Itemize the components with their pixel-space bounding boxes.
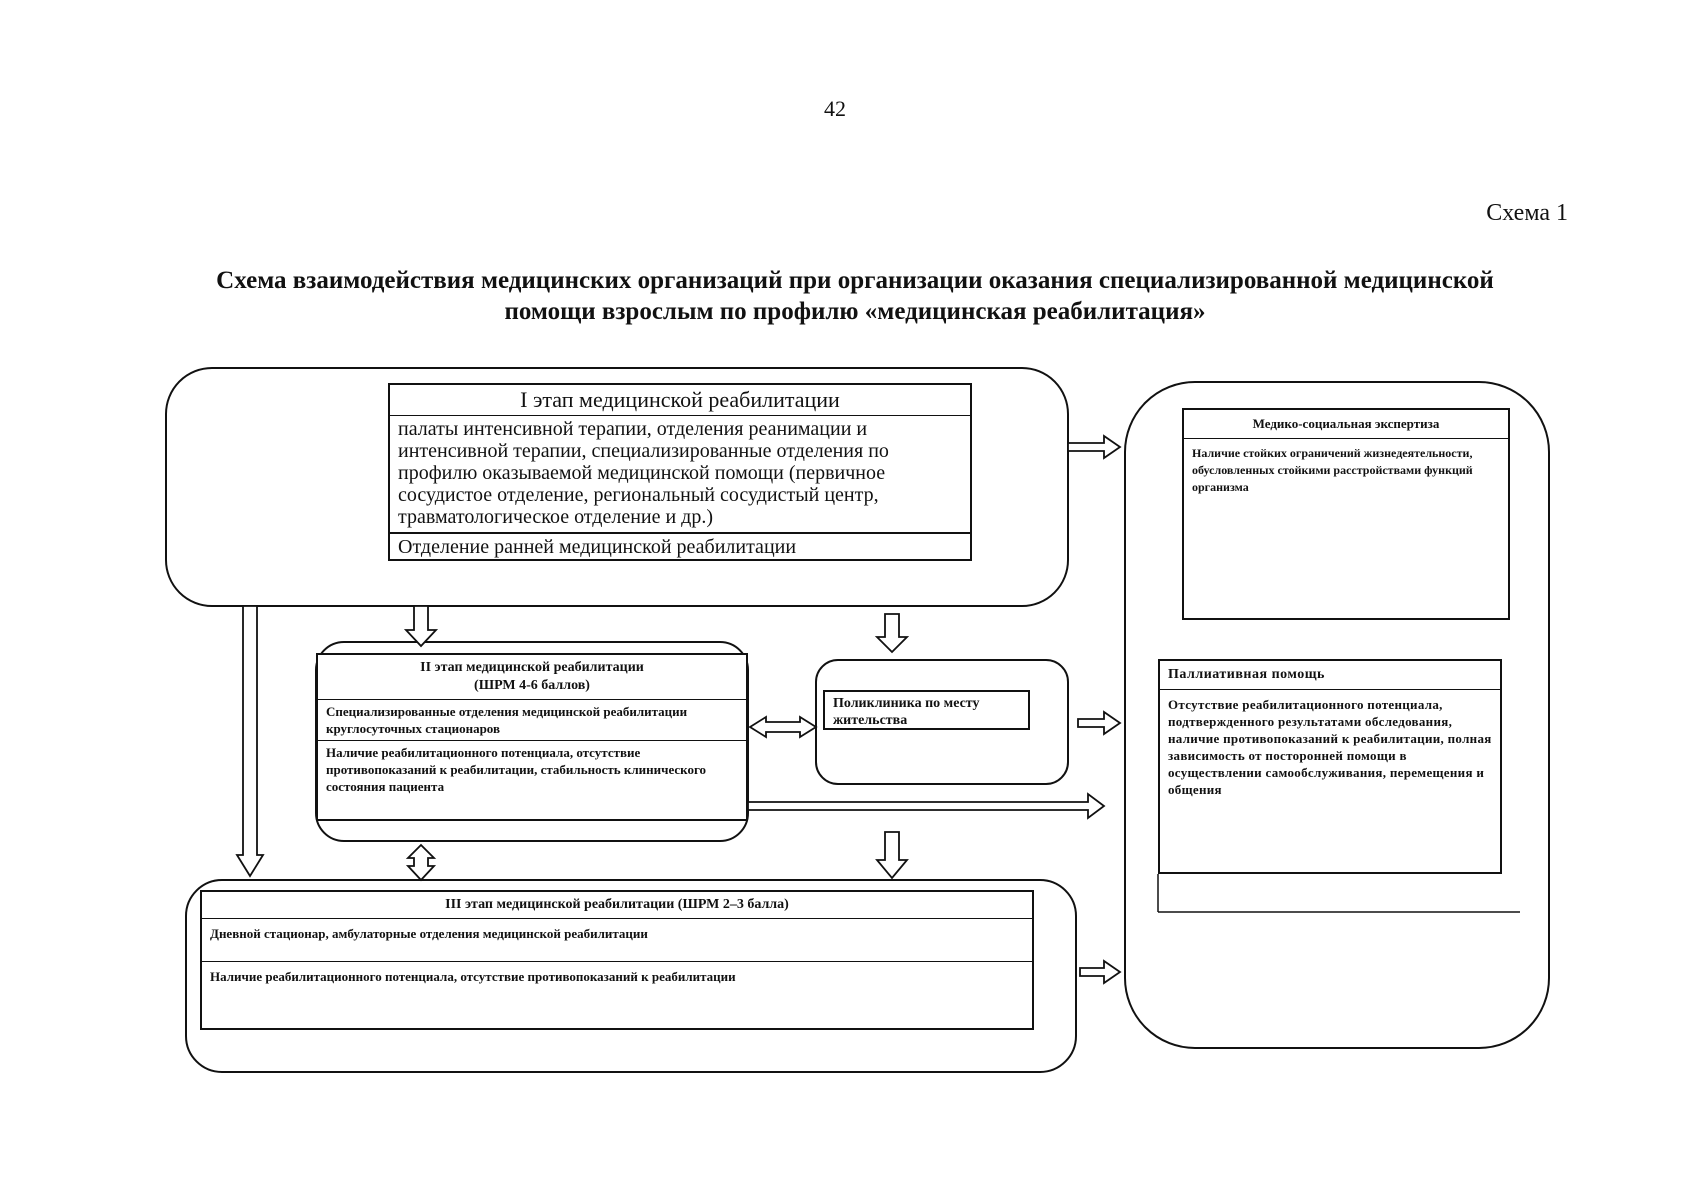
- stage2-departments: Специализированные отделения медицинской реабилитации круглосуточных стационаров: [318, 700, 746, 741]
- stage1-department: Отделение ранней медицинской реабилитации: [390, 533, 970, 560]
- arrow-stage2-clinic: [750, 717, 816, 737]
- stage1-header: I этап медицинской реабилитации: [390, 385, 970, 416]
- scheme-label: Схема 1: [1486, 200, 1568, 226]
- stage3-criteria: Наличие реабилитационного потенциала, отсутствие противопоказаний к реабилитации: [210, 969, 736, 984]
- arrow-stage1-to-outcomes: [1068, 436, 1120, 458]
- arrow-stage1-to-stage3: [237, 606, 263, 876]
- mse-header: Медико-социальная экспертиза: [1184, 410, 1508, 439]
- arrow-clinic-to-outcomes: [1078, 712, 1120, 734]
- title-line-2: помощи взрослым по профилю «медицинская реабилитация»: [504, 298, 1206, 325]
- stage2-header-line2: (ШРМ 4-6 баллов): [474, 678, 590, 693]
- arrow-stage2-to-outcomes: [748, 794, 1104, 818]
- arrow-stage2-stage3: [408, 845, 434, 880]
- title-line-1: Схема взаимодействия медицинских организаций при организации оказания специализированной медицинской: [216, 267, 1494, 294]
- stage3-box: [200, 890, 1034, 1030]
- stage1-facilities: палаты интенсивной терапии, отделения реанимации и интенсивной терапии, специализированные отделения по профилю оказываемой медицинской помощи (первичное сосудистое отделение, региональный сосудистый центр, травматологическое отделение и др.): [390, 416, 970, 533]
- palliative-box: [1158, 659, 1502, 874]
- mse-criteria: Наличие стойких ограничений жизнедеятельности, обусловленных стойкими расстройствами функций организма: [1192, 446, 1473, 494]
- palliative-criteria: Отсутствие реабилитационного потенциала, подтвержденного результатами обследования, наличие противопоказаний к реабилитации, полная зависимость от посторонней помощи в осуществлении самообслуживания, перемещения и общения: [1168, 697, 1492, 797]
- arrow-stage1-to-stage2: [406, 606, 436, 646]
- stage2-box: [316, 653, 748, 821]
- mse-box: [1182, 408, 1510, 620]
- palliative-header: Паллиативная помощь: [1160, 661, 1500, 690]
- arrow-stage1-to-clinic: [877, 614, 907, 652]
- page-number: 42: [824, 96, 846, 121]
- arrow-stage3-to-outcomes: [1080, 961, 1120, 983]
- arrow-clinic-to-stage3: [877, 832, 907, 878]
- stage1-box: [388, 383, 972, 561]
- clinic-box: Поликлиника по месту жительства: [823, 690, 1030, 730]
- stage2-header-line1: II этап медицинской реабилитации: [420, 660, 644, 675]
- stage2-criteria: Наличие реабилитационного потенциала, отсутствие противопоказаний к реабилитации, стабильность клинического состояния пациента: [326, 745, 707, 794]
- stage2-header: [318, 655, 746, 700]
- stage3-header: III этап медицинской реабилитации (ШРМ 2–3 балла): [202, 892, 1032, 919]
- stage3-departments: Дневной стационар, амбулаторные отделения медицинской реабилитации: [202, 919, 1032, 962]
